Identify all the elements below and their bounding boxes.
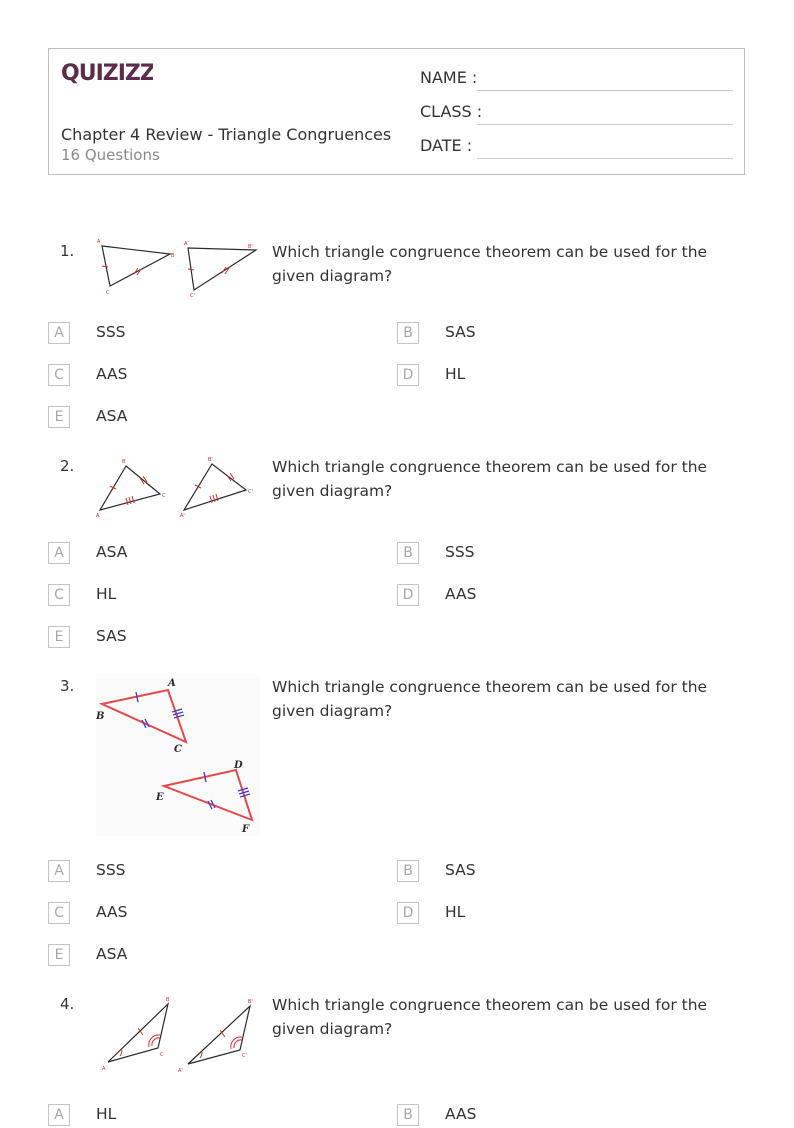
question-text: Which triangle congruence theorem can be used for the given diagram?	[272, 458, 708, 500]
question-text: Which triangle congruence theorem can be used for the given diagram?	[272, 996, 708, 1038]
option-text: ASA	[96, 945, 128, 963]
label-c: C	[174, 744, 182, 755]
label-a: A	[96, 513, 100, 519]
option-letter-box: C	[48, 902, 70, 924]
option-text: HL	[445, 903, 466, 921]
option-letter-box: D	[397, 584, 419, 606]
option-text: AAS	[445, 1105, 477, 1123]
label-c: C	[160, 1052, 164, 1058]
label-a-prime: A'	[180, 513, 185, 519]
option-letter-box: D	[397, 364, 419, 386]
question-number: 1.	[60, 242, 75, 260]
option-text: ASA	[96, 407, 128, 425]
option-letter-box: A	[48, 1104, 70, 1126]
class-field[interactable]	[477, 124, 733, 125]
question-number: 3.	[60, 677, 75, 695]
option-letter-box: A	[48, 860, 70, 882]
label-b: B	[166, 997, 170, 1003]
label-b-prime: B'	[248, 999, 253, 1005]
question-2-diagram	[96, 452, 260, 524]
option-letter-box: A	[48, 542, 70, 564]
option-letter-box: E	[48, 406, 70, 428]
question-4-diagram	[96, 992, 260, 1078]
question-number: 2.	[60, 457, 75, 475]
label-b: B	[171, 253, 175, 259]
option-text: SSS	[96, 323, 126, 341]
worksheet-header	[48, 48, 745, 175]
label-c-prime: C'	[242, 1053, 247, 1059]
name-label: NAME :	[420, 68, 478, 87]
question-text: Which triangle congruence theorem can be used for the given diagram?	[272, 243, 708, 285]
label-b: B	[122, 459, 126, 465]
class-label: CLASS :	[420, 102, 483, 121]
date-field[interactable]	[477, 158, 733, 159]
option-letter-box: D	[397, 902, 419, 924]
option-text: HL	[96, 585, 117, 603]
label-d: D	[234, 760, 243, 771]
option-letter-box: E	[48, 944, 70, 966]
label-a-prime: A'	[178, 1068, 183, 1074]
label-a: A	[168, 678, 176, 689]
option-text: AAS	[96, 903, 128, 921]
question-number: 4.	[60, 995, 75, 1013]
option-text: SSS	[96, 861, 126, 879]
option-text: AAS	[445, 585, 477, 603]
option-letter-box: C	[48, 364, 70, 386]
label-b-prime: B'	[208, 457, 213, 463]
label-a-prime: A'	[184, 241, 189, 247]
label-b: B	[96, 711, 105, 722]
option-text: ASA	[96, 543, 128, 561]
option-text: SAS	[96, 627, 127, 645]
option-text: SAS	[445, 861, 476, 879]
option-letter-box: C	[48, 584, 70, 606]
label-c: C	[162, 493, 166, 499]
label-a: A	[97, 239, 101, 245]
question-1-diagram	[96, 236, 260, 304]
option-letter-box: B	[397, 322, 419, 344]
option-letter-box: B	[397, 860, 419, 882]
name-field[interactable]	[477, 90, 733, 91]
label-a: A	[102, 1066, 106, 1072]
svg-text:QUIZIZZ: QUIZIZZ	[61, 61, 153, 86]
option-letter-box: B	[397, 542, 419, 564]
option-text: HL	[445, 365, 466, 383]
option-letter-box: E	[48, 626, 70, 648]
label-f: F	[242, 824, 250, 835]
option-text: HL	[96, 1105, 117, 1123]
worksheet-title: Chapter 4 Review - Triangle Congruences	[61, 125, 392, 144]
question-text: Which triangle congruence theorem can be used for the given diagram?	[272, 678, 708, 720]
option-text: AAS	[96, 365, 128, 383]
question-count: 16 Questions	[61, 146, 160, 164]
option-letter-box: A	[48, 322, 70, 344]
label-e: E	[156, 792, 164, 803]
label-b-prime: B'	[248, 244, 253, 250]
option-letter-box: B	[397, 1104, 419, 1126]
label-c-prime: C'	[248, 489, 253, 495]
date-label: DATE :	[420, 136, 473, 155]
quizizz-logo	[61, 57, 153, 91]
question-3-diagram	[96, 674, 260, 840]
option-text: SAS	[445, 323, 476, 341]
label-c-prime: C'	[190, 293, 195, 299]
option-text: SSS	[445, 543, 475, 561]
label-c: C	[106, 290, 110, 296]
